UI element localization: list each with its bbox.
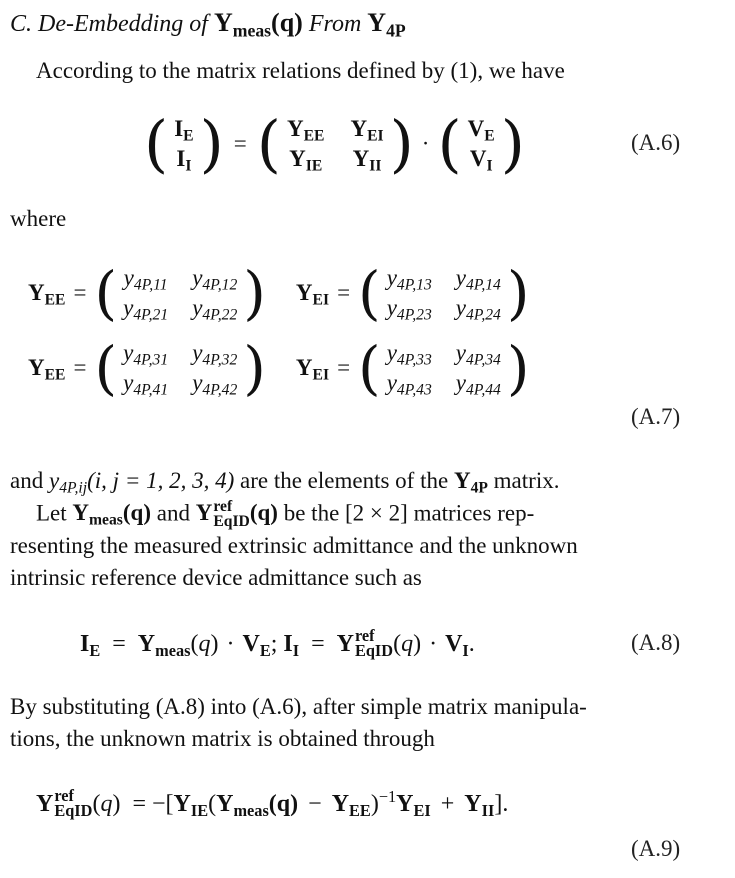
section-symbol-y4p bbox=[367, 8, 406, 41]
dot: · bbox=[429, 630, 438, 657]
para-2-line-1 bbox=[10, 468, 560, 497]
plus: + bbox=[440, 790, 455, 817]
Y4P-sym: $Y_{4P}$ bbox=[453, 468, 488, 497]
YIE: $Y_{IE}$ bbox=[173, 790, 209, 820]
matrix-y-cells bbox=[281, 116, 390, 175]
right-paren: ) bbox=[506, 334, 530, 402]
cell: $y_{4P,32}$ bbox=[192, 340, 238, 369]
lhs-name: $Y_{EE}$ bbox=[28, 280, 66, 309]
cell-yie: $Y_{IE}$ bbox=[289, 146, 323, 175]
Ymeas: $Y_{meas}(q)$ bbox=[216, 790, 299, 820]
equation-a8: $I_E = Y_{meas}(q) \cdot V_E$; $I_I = Y$ ref EqID $(q) \cdot V_I$. bbox=[80, 626, 475, 661]
sym-sub: meas bbox=[232, 20, 272, 41]
left-paren: ( bbox=[358, 334, 381, 402]
minus: − bbox=[308, 790, 322, 817]
cell: $y_{4P,21}$ bbox=[123, 295, 169, 324]
VI: $V_I$ bbox=[445, 630, 469, 660]
right-paren: ) bbox=[389, 107, 414, 180]
matrix-cells bbox=[381, 340, 507, 399]
q: q bbox=[401, 630, 414, 657]
matrix-cells bbox=[117, 340, 243, 399]
cell: $y_{4P,14}$ bbox=[455, 265, 501, 294]
equation-tag-a9: (A.9) bbox=[631, 836, 681, 861]
sym-Y: Y bbox=[367, 8, 387, 37]
cell: $y_{4P,43}$ bbox=[386, 370, 432, 399]
cell: $y_{4P,31}$ bbox=[123, 340, 169, 369]
right-paren: ) bbox=[500, 107, 525, 180]
right-paren: ) bbox=[199, 107, 224, 180]
vector-v bbox=[437, 107, 525, 180]
para-2-line-2 bbox=[36, 500, 534, 530]
y-sym: $y_{4P,ij}$ bbox=[48, 468, 88, 497]
section-from: From bbox=[308, 11, 362, 37]
cell: $y_{4P,42}$ bbox=[192, 370, 238, 399]
args: (i, j = 1, 2, 3, 4) bbox=[87, 468, 235, 493]
matrix-right bbox=[358, 259, 530, 327]
right-paren: ) bbox=[243, 259, 266, 327]
matrix-y bbox=[256, 107, 414, 180]
cell-ie: $I_E$ bbox=[174, 116, 194, 145]
Yref: Y ref EqID bbox=[36, 786, 93, 821]
equation-a7-row-1 bbox=[28, 254, 530, 332]
II: $I_I$ bbox=[283, 630, 300, 660]
cell-ii: $I_I$ bbox=[176, 146, 192, 175]
cell: $y_{4P,22}$ bbox=[192, 295, 238, 324]
equals-sign: = bbox=[337, 280, 351, 305]
para-2-line-3: resenting the measured extrinsic admittance and the unknown bbox=[10, 533, 578, 558]
left-paren: ( bbox=[144, 107, 169, 180]
cell: $y_{4P,33}$ bbox=[386, 340, 432, 369]
cell: $y_{4P,34}$ bbox=[455, 340, 501, 369]
equation-a7-row-2 bbox=[28, 329, 530, 407]
equation-a9: Y ref EqID $(q) = -[Y_{IE}(Y_{meas}(q) - Y_{EE})^{-1}Y_{EI} + Y_{II}]$. bbox=[36, 786, 509, 821]
left-paren: ( bbox=[358, 259, 381, 327]
IE: $I_E$ bbox=[80, 630, 101, 660]
cell-ve: $V_E$ bbox=[467, 116, 495, 145]
equals: = bbox=[112, 630, 126, 657]
equals: = bbox=[132, 790, 146, 817]
VE: $V_E$ bbox=[242, 630, 271, 660]
equals-sign: = bbox=[73, 355, 87, 380]
left-paren: ( bbox=[256, 107, 281, 180]
lhs-name: $Y_{EE}$ bbox=[28, 355, 66, 384]
sym-arg: (q) bbox=[271, 8, 303, 37]
cell-vi: $V_I$ bbox=[469, 146, 493, 175]
left-paren: ( bbox=[437, 107, 462, 180]
left-paren: ( bbox=[94, 334, 118, 402]
cell: $y_{4P,11}$ bbox=[123, 265, 168, 294]
cell: $y_{4P,41}$ bbox=[123, 370, 169, 399]
cell: $y_{4P,13}$ bbox=[386, 265, 432, 294]
equation-tag-a7: (A.7) bbox=[631, 404, 681, 429]
text: and bbox=[10, 468, 44, 493]
para-2-line-4: intrinsic reference device admittance such as bbox=[10, 565, 422, 590]
cell-yee: $Y_{EE}$ bbox=[286, 116, 325, 145]
sym-Y: Y bbox=[213, 8, 233, 37]
cell-yii: $Y_{II}$ bbox=[352, 146, 382, 175]
q: q bbox=[100, 790, 113, 817]
sym-sub: 4P bbox=[386, 20, 406, 41]
equation-a6 bbox=[144, 104, 525, 184]
section-heading bbox=[10, 8, 406, 41]
vector-i-cells bbox=[168, 116, 199, 175]
text: and bbox=[156, 500, 190, 526]
cell-yei: $Y_{EI}$ bbox=[350, 116, 384, 145]
matrix-right bbox=[358, 334, 530, 402]
YEE: $Y_{EE}$ bbox=[331, 790, 371, 820]
Ymeas: $Y_{meas}$ bbox=[137, 630, 191, 660]
period: . bbox=[468, 630, 475, 657]
vector-i bbox=[144, 107, 224, 180]
inverse: −1 bbox=[378, 786, 397, 806]
para-3-line-2: tions, the unknown matrix is obtained through bbox=[10, 726, 435, 751]
text: be the [2 × 2] matrices rep- bbox=[283, 500, 535, 526]
matrix-cells bbox=[117, 265, 243, 324]
cell: $y_{4P,12}$ bbox=[192, 265, 238, 294]
para-1: According to the matrix relations defined by (1), we have bbox=[36, 58, 565, 83]
text: are the elements of the bbox=[240, 468, 449, 493]
text: matrix. bbox=[493, 468, 560, 493]
left-paren: ( bbox=[94, 259, 118, 327]
YEI: $Y_{EI}$ bbox=[396, 790, 431, 820]
equals: = bbox=[311, 630, 325, 657]
dot: · bbox=[226, 630, 235, 657]
Ymeas-sym: $Y_{meas}(q)$ bbox=[72, 500, 152, 530]
equals-sign: = bbox=[337, 355, 351, 380]
Yref: Y ref EqID bbox=[336, 626, 394, 661]
q: q bbox=[198, 630, 211, 657]
Yref-sym: Y ref EqID (q) bbox=[195, 498, 278, 530]
right-paren: ) bbox=[243, 334, 266, 402]
YII: $Y_{II}$ bbox=[464, 790, 495, 820]
vector-v-cells bbox=[462, 116, 501, 175]
equals-sign: = bbox=[233, 131, 247, 156]
right-paren: ) bbox=[506, 259, 530, 327]
equals-sign: = bbox=[73, 280, 87, 305]
text: Let bbox=[36, 500, 67, 526]
equation-tag-a8: (A.8) bbox=[631, 630, 681, 655]
minus: − bbox=[151, 790, 166, 817]
where-label: where bbox=[10, 206, 67, 231]
cell: $y_{4P,24}$ bbox=[455, 295, 501, 324]
dot-operator: · bbox=[421, 131, 430, 156]
matrix-left bbox=[94, 259, 266, 327]
para-3-line-1: By substituting (A.8) into (A.6), after simple matrix manipula- bbox=[10, 694, 587, 719]
section-title-text: De-Embedding of bbox=[38, 11, 208, 37]
matrix-left bbox=[94, 334, 266, 402]
cell: $y_{4P,23}$ bbox=[386, 295, 432, 324]
matrix-cells bbox=[381, 265, 507, 324]
section-symbol-y-meas bbox=[213, 8, 303, 41]
rhs-name: $Y_{EI}$ bbox=[295, 355, 330, 384]
section-label: C. bbox=[10, 11, 33, 37]
semicolon: ; bbox=[270, 630, 278, 657]
equation-tag-a6: (A.6) bbox=[631, 130, 681, 155]
cell: $y_{4P,44}$ bbox=[455, 370, 501, 399]
rhs-name: $Y_{EI}$ bbox=[295, 280, 330, 309]
